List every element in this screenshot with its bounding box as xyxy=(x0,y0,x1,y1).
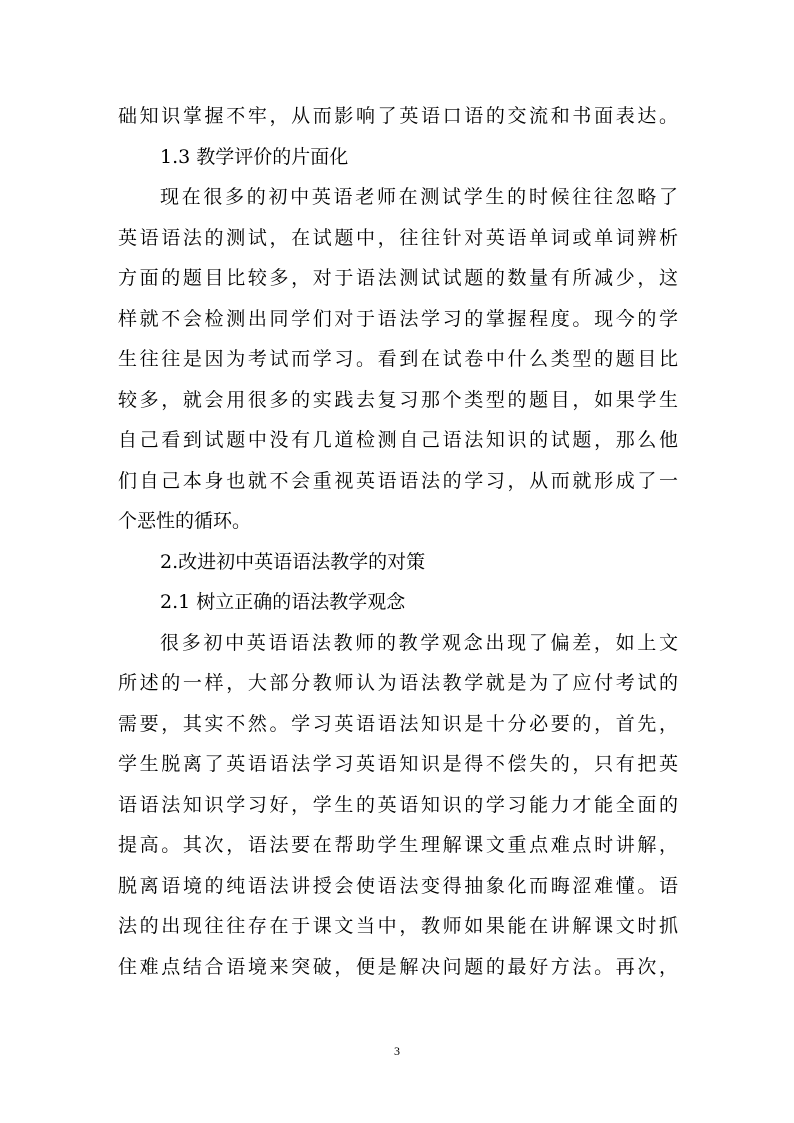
text-line: 学生脱离了英语语法学习英语知识是得不偿失的，只有把英 xyxy=(118,753,678,775)
text-line: 础知识掌握不牢，从而影响了英语口语的交流和书面表达。 xyxy=(118,105,678,127)
text-line: 生往往是因为考试而学习。看到在试卷中什么类型的题目比 xyxy=(118,348,678,370)
document-body xyxy=(118,96,678,987)
text-line: 样就不会检测出同学们对于语法学习的掌握程度。现今的学 xyxy=(118,307,678,330)
text-line: 住难点结合语境来突破，便是解决问题的最好方法。再次， xyxy=(118,955,678,978)
text-line: 法的出现往往存在于课文当中，教师如果能在讲解课文时抓 xyxy=(118,915,678,937)
text-line: 较多，就会用很多的实践去复习那个类型的题目，如果学生 xyxy=(118,388,678,411)
text-line: 提高。其次，语法要在帮助学生理解课文重点难点时讲解， xyxy=(118,834,678,856)
subsection-heading: 2.1 树立正确的语法教学观念 xyxy=(160,591,406,613)
text-line: 个恶性的循环。 xyxy=(118,510,252,532)
text-line: 脱离语境的纯语法讲授会使语法变得抽象化而晦涩难懂。语 xyxy=(118,874,678,897)
page-number: 3 xyxy=(394,1044,400,1058)
text-line: 们自己本身也就不会重视英语语法的学习，从而就形成了一 xyxy=(118,469,678,492)
text-line: 英语语法的测试，在试题中，往往针对英语单词或单词辨析 xyxy=(118,226,678,249)
section-heading: 2.改进初中英语语法教学的对策 xyxy=(160,550,426,573)
text-line: 方面的题目比较多，对于语法测试试题的数量有所减少，这 xyxy=(118,267,678,289)
text-line: 自己看到试题中没有几道检测自己语法知识的试题，那么他 xyxy=(118,429,678,451)
text-line: 所述的一样，大部分教师认为语法教学就是为了应付考试的 xyxy=(118,672,678,694)
text-line: 语语法知识学习好，学生的英语知识的学习能力才能全面的 xyxy=(118,793,678,816)
text-line: 很多初中英语语法教师的教学观念出现了偏差，如上文 xyxy=(160,631,678,654)
text-line: 现在很多的初中英语老师在测试学生的时候往往忽略了 xyxy=(160,186,678,208)
text-line: 需要，其实不然。学习英语语法知识是十分必要的，首先， xyxy=(118,712,678,735)
section-heading: 1.3 教学评价的片面化 xyxy=(160,145,349,168)
